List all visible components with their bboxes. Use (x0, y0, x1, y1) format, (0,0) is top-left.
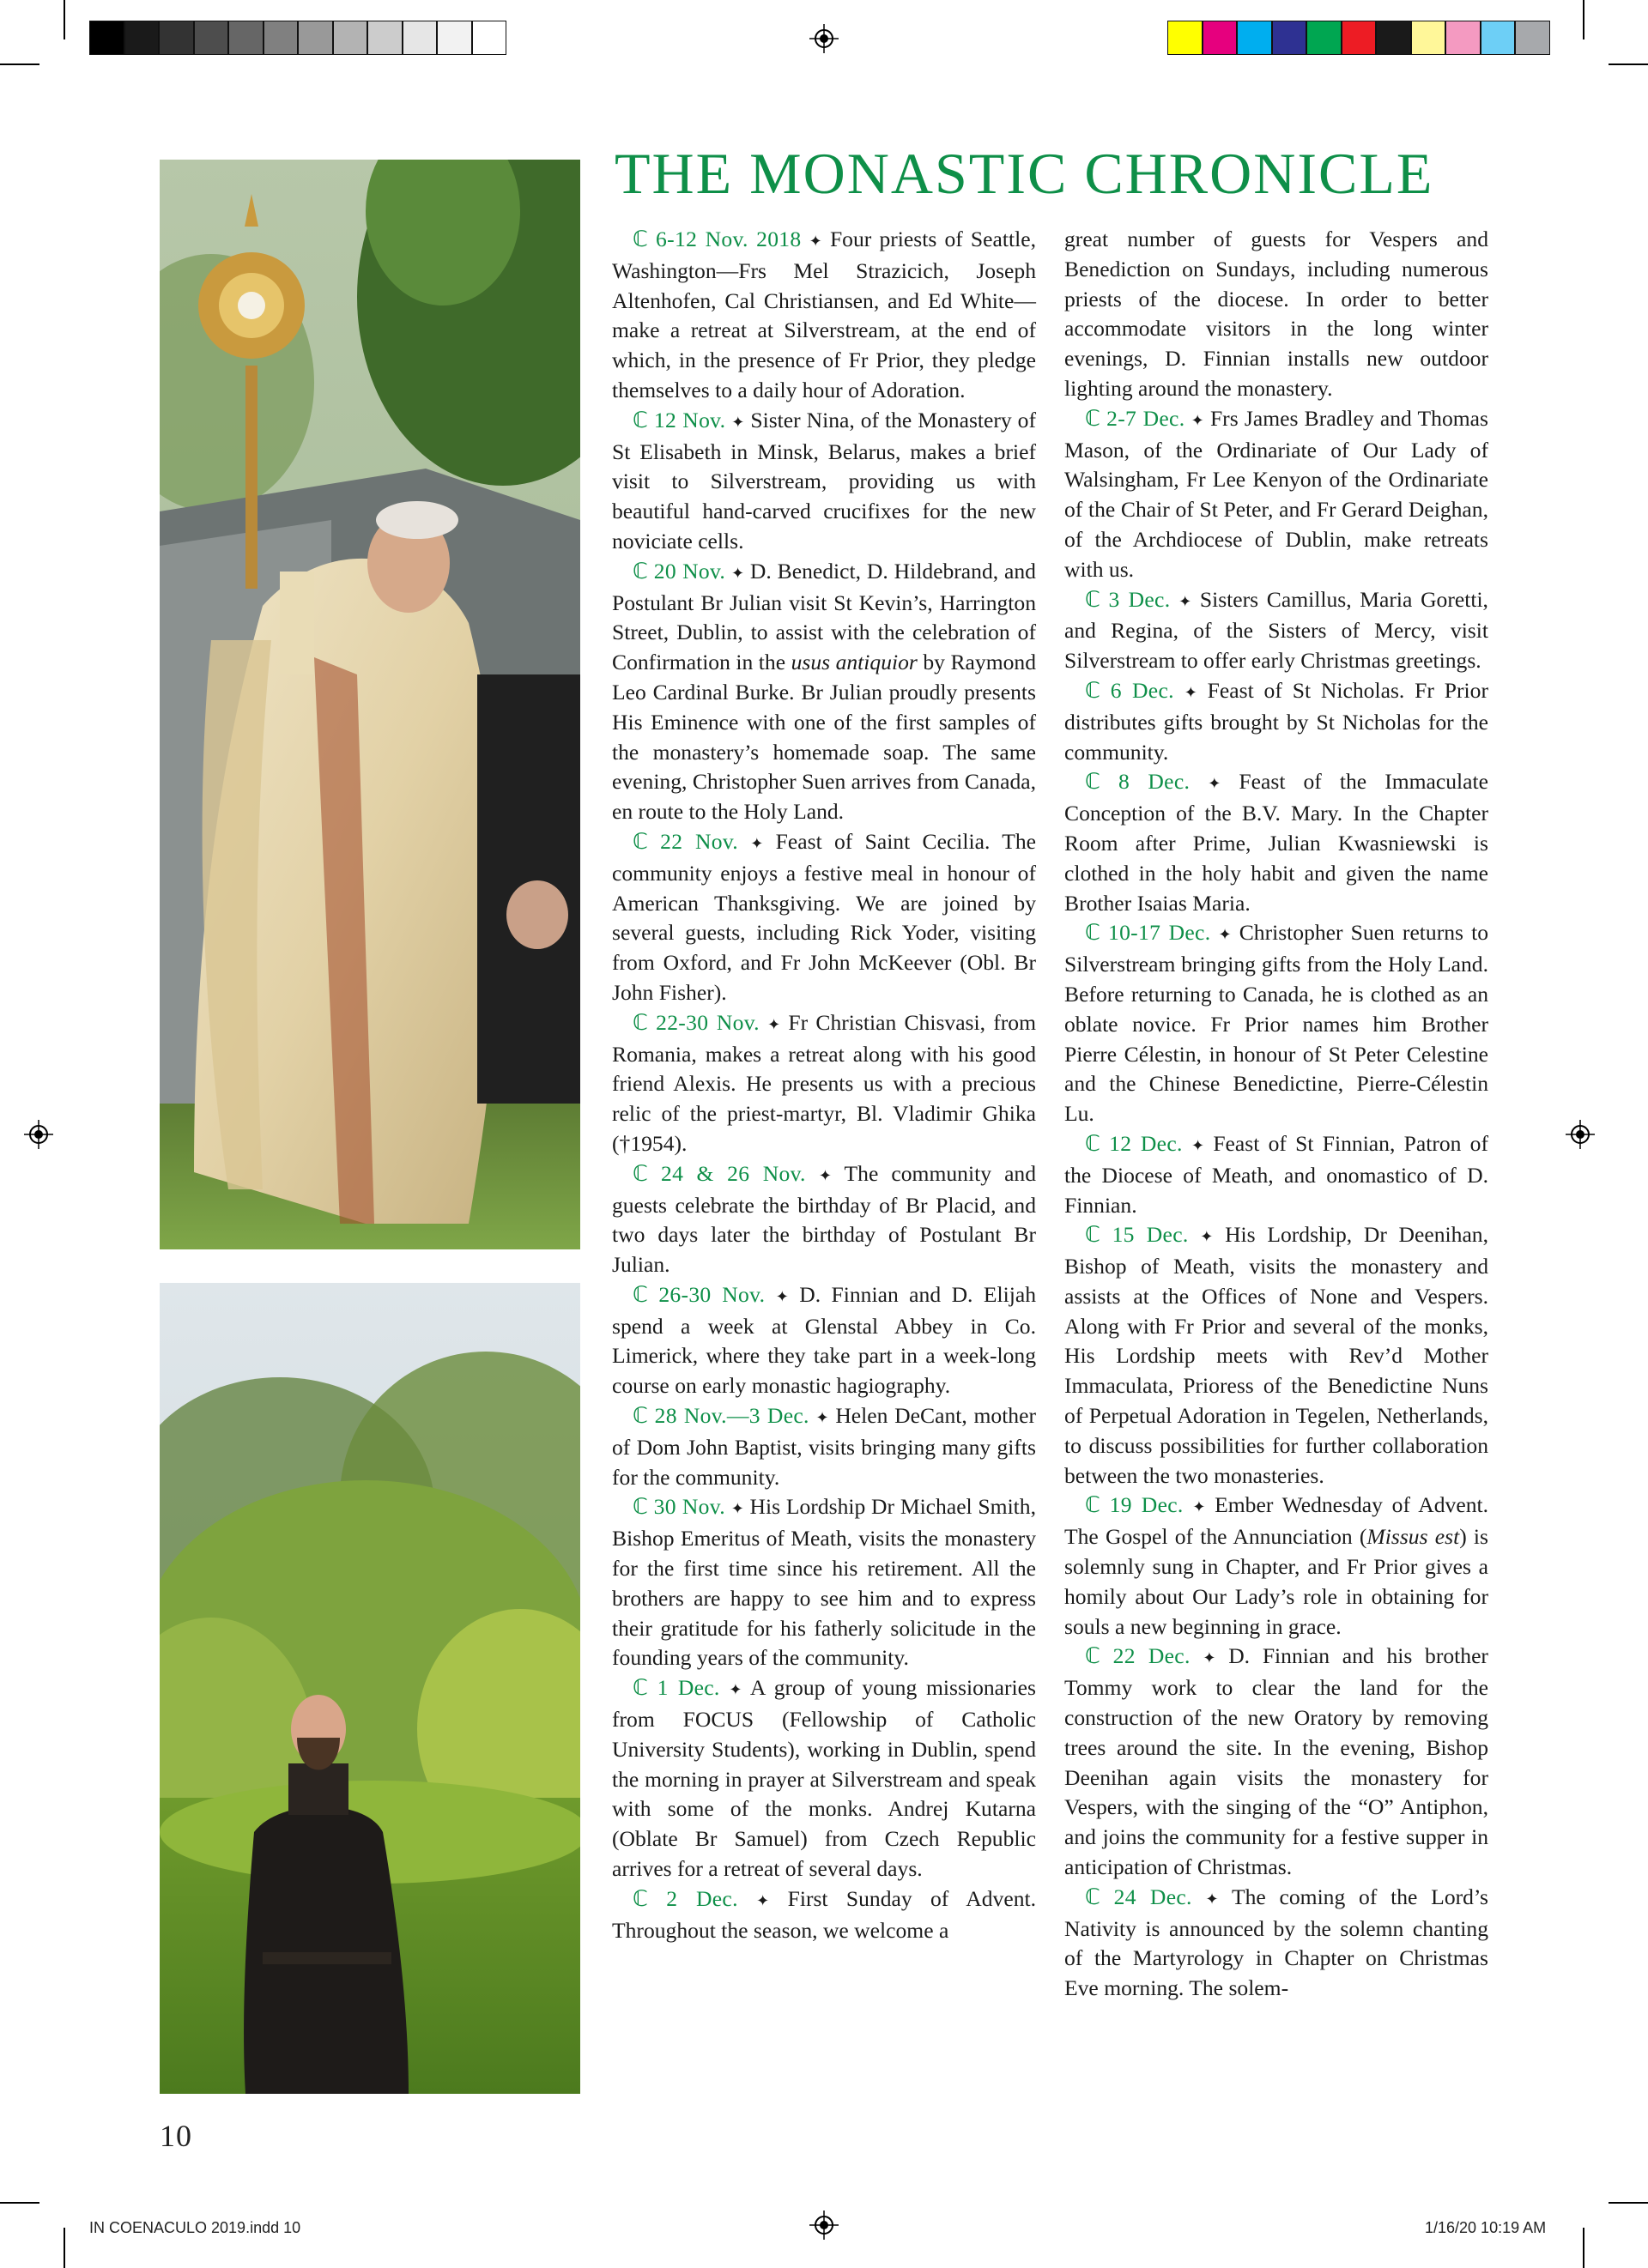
entry-date: 19 Dec. (1109, 1492, 1184, 1518)
moon-icon: ℂ (1085, 405, 1100, 431)
color-swatch (1411, 21, 1446, 55)
separator-icon: ✦ (750, 834, 764, 852)
color-swatch (1272, 21, 1307, 55)
entry-date: 15 Dec. (1112, 1222, 1189, 1248)
entry-text: Fr Christian Chisvasi, from Romania, makes a retreat along with his good friend Alexis. He presents us with a precious relic of the priest-martyr, Bl. Vladimir Ghika (†1954). (612, 1009, 1037, 1156)
entry-text: Feast of St Nicholas. Fr Prior distributes gifts brought by St Nicholas for the community. (1064, 677, 1488, 765)
moon-icon: ℂ (633, 1885, 648, 1911)
entry-text: ) is solemnly sung in Chapter, and Fr Prior gives a homily about Our Lady’s role in obtaining for souls a new beginning in grace. (1064, 1524, 1489, 1639)
crop-mark (0, 64, 39, 65)
color-swatch (472, 21, 507, 55)
chronicle-entry (612, 1008, 1036, 1159)
moon-icon: ℂ (633, 1675, 648, 1701)
entry-date: 10-17 Dec. (1107, 920, 1211, 946)
photo-priest-with-monstrance (160, 160, 580, 1249)
separator-icon: ✦ (1203, 1649, 1216, 1667)
entry-text: Frs James Bradley and Thomas Mason, of the Ordinariate of Our Lady of Walsingham, Fr Lee Kenyon of the Ordinariate of the Chair of St Peter, and Fr Gerard Deighan, of the Archdiocese of Dublin, make retreats with us. (1064, 405, 1489, 582)
separator-icon: ✦ (775, 1287, 789, 1305)
entry-date: 6-12 Nov. 2018 (656, 227, 802, 251)
chronicle-entry (612, 1401, 1036, 1492)
moon-icon: ℂ (1085, 920, 1100, 946)
entry-date: 8 Dec. (1118, 769, 1191, 795)
separator-icon: ✦ (1184, 683, 1197, 701)
moon-icon: ℂ (1085, 1130, 1100, 1156)
separator-icon: ✦ (731, 413, 745, 431)
chronicle-entry (612, 1884, 1036, 1946)
entry-italic-text: Missus est (1366, 1524, 1460, 1550)
entry-date: 22-30 Nov. (656, 1009, 760, 1035)
registration-mark-icon (809, 24, 839, 53)
separator-icon: ✦ (1192, 1498, 1206, 1516)
color-swatch (228, 21, 264, 55)
photo-monk-in-garden (160, 1283, 580, 2094)
entry-text: great number of guests for Vespers and Benediction on Sundays, including numerous priests of the diocese. In order to better accommodate visitors in the long winter evenings, D. Finnian installs new outdoor lighting around the monastery. (1064, 227, 1488, 401)
separator-icon: ✦ (1191, 411, 1204, 429)
grayscale-color-bar (89, 21, 506, 55)
chronicle-entry (612, 1492, 1036, 1673)
chronicle-column-left (612, 225, 1036, 1945)
entry-text: The community and guests celebrate the birthday of Br Placid, and two days later the birthday of Postulant Br Julian. (612, 1160, 1037, 1278)
chronicle-entry (1064, 404, 1488, 585)
color-swatch (124, 21, 160, 55)
entry-date: 24 & 26 Nov. (660, 1160, 806, 1186)
moon-icon: ℂ (633, 1403, 648, 1429)
slug-timestamp: 1/16/20 10:19 AM (1425, 2219, 1547, 2236)
color-swatch (1342, 21, 1377, 55)
separator-icon: ✦ (729, 1681, 742, 1699)
separator-icon: ✦ (1200, 1228, 1214, 1246)
entry-text: by Raymond Leo Cardinal Burke. Br Julian proudly presents His Eminence with one of the first samples of the monastery’s homemade soap. The same evening, Christopher Suen arrives from Canada, en route to the Holy Land. (612, 650, 1036, 825)
chronicle-entry (1064, 1883, 1488, 2004)
separator-icon: ✦ (809, 233, 822, 250)
chronicle-entry (1064, 676, 1488, 767)
moon-icon: ℂ (633, 1281, 648, 1307)
page-number: 10 (160, 2119, 192, 2153)
crop-mark (1583, 2228, 1584, 2268)
chronicle-entry (612, 557, 1036, 827)
chronicle-entry (612, 1673, 1036, 1884)
color-swatch (89, 21, 124, 55)
color-swatch (1306, 21, 1342, 55)
entry-text: Sisters Camillus, Maria Goretti, and Regina, of the Sisters of Mercy, visit Silverstream to offer early Christmas greetings. (1064, 586, 1488, 674)
entry-date: 1 Dec. (657, 1675, 720, 1701)
entry-text: D. Benedict, D. Hildebrand, and Postulant Br Julian visit St Kevin’s, Harrington Street, Dublin, to assist with the celebration of Confirmation in the (612, 558, 1036, 675)
color-swatch (437, 21, 472, 55)
chronicle-entry-continuation (1064, 225, 1488, 404)
moon-icon: ℂ (1085, 769, 1100, 795)
separator-icon: ✦ (818, 1166, 832, 1184)
crop-mark (0, 2202, 39, 2204)
entry-date: 6 Dec. (1110, 677, 1174, 703)
entry-text: The coming of the Lord’s Nativity is announced by the solemn chanting of the Martyrology in Chapter on Christmas Eve morning. The solem- (1064, 1884, 1489, 2001)
moon-icon: ℂ (633, 227, 648, 251)
crop-mark (64, 2228, 65, 2268)
chronicle-entry (612, 1159, 1036, 1280)
moon-icon: ℂ (1085, 1643, 1100, 1669)
entry-date: 20 Nov. (653, 558, 726, 584)
entry-text: His Lordship, Dr Deenihan, Bishop of Meath, visits the monastery and assists at the Offices of None and Vespers. Along with Fr Prior and several of the monks, His Lordship meets with Rev’d Mother Immaculata, Prioress of the Benedictine Nuns of Perpetual Adoration in Tegelen, Netherlands, to discuss possibilities for further collaboration between the two monasteries. (1064, 1222, 1488, 1488)
entry-text: Four priests of Seattle, Washington—Frs Mel Strazicich, Joseph Altenhofen, Cal Christiansen, and Ed White—make a retreat at Silverstream, at the end of which, in the presence of Fr Prior, they pledge themselves to a daily hour of Adoration. (612, 227, 1036, 402)
chronicle-entry (612, 406, 1036, 557)
crop-mark (1583, 0, 1584, 39)
moon-icon: ℂ (1085, 586, 1100, 612)
moon-icon: ℂ (633, 828, 648, 854)
moon-icon: ℂ (1085, 1492, 1100, 1518)
separator-icon: ✦ (1205, 1890, 1219, 1908)
moon-icon: ℂ (1085, 1222, 1100, 1248)
entry-date: 28 Nov.—3 Dec. (654, 1403, 809, 1429)
entry-date: 12 Dec. (1109, 1130, 1183, 1156)
entry-text: Christopher Suen returns to Silverstream bringing gifts from the Holy Land. Before returning to Canada, he is clothed as an oblate novice. Fr Prior names him Brother Pierre Célestin, in honour of St Peter Celestine and the Chinese Benedictine, Pierre-Célestin Lu. (1064, 920, 1488, 1127)
moon-icon: ℂ (633, 407, 648, 432)
entry-text: A group of young missionaries from FOCUS (Fellowship of Catholic University Students), working in Dublin, spend the morning in prayer at Silverstream and speak with some of the monks. Andrej Kutarna (Oblate Br Samuel) from Czech Republic arrives for a retreat of several days. (612, 1675, 1036, 1882)
entry-date: 2-7 Dec. (1106, 405, 1185, 431)
entry-text: Feast of Saint Cecilia. The community enjoys a festive meal in honour of American Thanksgiving. We are joined by several guests, including Rick Yoder, visiting from Oxford, and Fr John McKeever (Obl. Br John Fisher). (612, 828, 1037, 1005)
color-swatch (1237, 21, 1272, 55)
color-swatch (403, 21, 438, 55)
chronicle-entry (612, 1280, 1036, 1401)
moon-icon: ℂ (1085, 1884, 1100, 1909)
separator-icon: ✦ (730, 1500, 744, 1518)
separator-icon: ✦ (756, 1891, 770, 1909)
chronicle-entry (1064, 1129, 1488, 1220)
moon-icon: ℂ (1085, 677, 1100, 703)
registration-mark-icon (24, 1120, 53, 1149)
entry-date: 22 Dec. (1112, 1643, 1191, 1669)
color-swatch (1203, 21, 1238, 55)
entry-text: Helen DeCant, mother of Dom John Baptist, visits bringing many gifts for the community. (612, 1403, 1036, 1490)
registration-mark-icon (1566, 1120, 1595, 1149)
chronicle-entry (1064, 918, 1488, 1129)
crop-mark (1609, 2202, 1648, 2204)
entry-text: Sister Nina, of the Monastery of St Elisabeth in Minsk, Belarus, makes a brief visit to Silverstream, providing us with beautiful hand-carved crucifixes for the new noviciate cells. (612, 407, 1036, 553)
color-swatch (1445, 21, 1481, 55)
color-swatch (194, 21, 229, 55)
entry-text: D. Finnian and his brother Tommy work to clear the land for the construction of the new Oratory by removing trees around the site. In the evening, Bishop Deenihan again visits the monastery for Vespers, with the singing of the “O” Antiphon, and joins the community for a festive supper in anticipation of Christmas. (1064, 1643, 1488, 1880)
color-swatch (1481, 21, 1516, 55)
entry-date: 26-30 Nov. (658, 1281, 766, 1307)
chronicle-column-right (1064, 225, 1488, 2004)
separator-icon: ✦ (1208, 775, 1221, 793)
moon-icon: ℂ (633, 558, 648, 584)
entry-italic-text: usus antiquior (791, 650, 918, 675)
separator-icon: ✦ (815, 1409, 829, 1427)
chronicle-entry (1064, 1220, 1488, 1491)
color-swatch (1376, 21, 1411, 55)
separator-icon: ✦ (730, 564, 745, 582)
separator-icon: ✦ (1191, 1136, 1205, 1154)
entry-text: Ember Wednesday of Advent. The Gospel of the Annunciation ( (1064, 1492, 1489, 1550)
crop-mark (64, 0, 65, 39)
chronicle-entry (1064, 1491, 1488, 1642)
chronicle-entry (1064, 1642, 1488, 1882)
color-swatch (298, 21, 333, 55)
color-swatch (159, 21, 194, 55)
entry-date: 22 Nov. (660, 828, 738, 854)
entry-text: D. Finnian and D. Elijah spend a week at Glenstal Abbey in Co. Limerick, where they take part in a week-long course on early monastic hagiography. (612, 1281, 1036, 1399)
chronicle-entry (612, 827, 1036, 1008)
color-swatch (1167, 21, 1203, 55)
process-color-bar (1167, 21, 1550, 55)
separator-icon: ✦ (1218, 926, 1232, 944)
entry-date: 24 Dec. (1113, 1884, 1192, 1909)
separator-icon: ✦ (767, 1015, 781, 1033)
moon-icon: ℂ (633, 1009, 648, 1035)
entry-text: Feast of St Finnian, Patron of the Diocese of Meath, and onomastico of D. Finnian. (1064, 1130, 1489, 1218)
separator-icon: ✦ (1178, 592, 1192, 610)
entry-date: 2 Dec. (666, 1885, 738, 1911)
color-swatch (333, 21, 368, 55)
entry-date: 3 Dec. (1108, 586, 1171, 612)
color-swatch (1515, 21, 1550, 55)
registration-mark-icon (809, 2211, 839, 2240)
entry-text: His Lordship Dr Michael Smith, Bishop Emeritus of Meath, visits the monastery for the first time since his retirement. All the brothers are happy to see him and to express their gratitude for his fatherly solicitude in the founding years of the community. (612, 1494, 1036, 1671)
slug-filename: IN COENACULO 2019.indd 10 (89, 2219, 301, 2236)
chronicle-entry (1064, 767, 1488, 918)
page-title: THE MONASTIC CHRONICLE (615, 141, 1434, 206)
entry-text: Feast of the Immaculate Conception of the B.V. Mary. In the Chapter Room after Prime, Julian Kwasniewski is clothed in the holy habit and given the name Brother Isaias Maria. (1064, 769, 1488, 916)
entry-date: 30 Nov. (653, 1494, 725, 1520)
color-swatch (264, 21, 299, 55)
crop-mark (1609, 64, 1648, 65)
moon-icon: ℂ (633, 1160, 648, 1186)
moon-icon: ℂ (633, 1494, 648, 1520)
chronicle-entry (612, 225, 1036, 406)
entry-date: 12 Nov. (653, 407, 726, 432)
chronicle-entry (1064, 585, 1488, 676)
color-swatch (367, 21, 403, 55)
entry-text: First Sunday of Advent. Throughout the season, we welcome a (612, 1885, 1036, 1943)
